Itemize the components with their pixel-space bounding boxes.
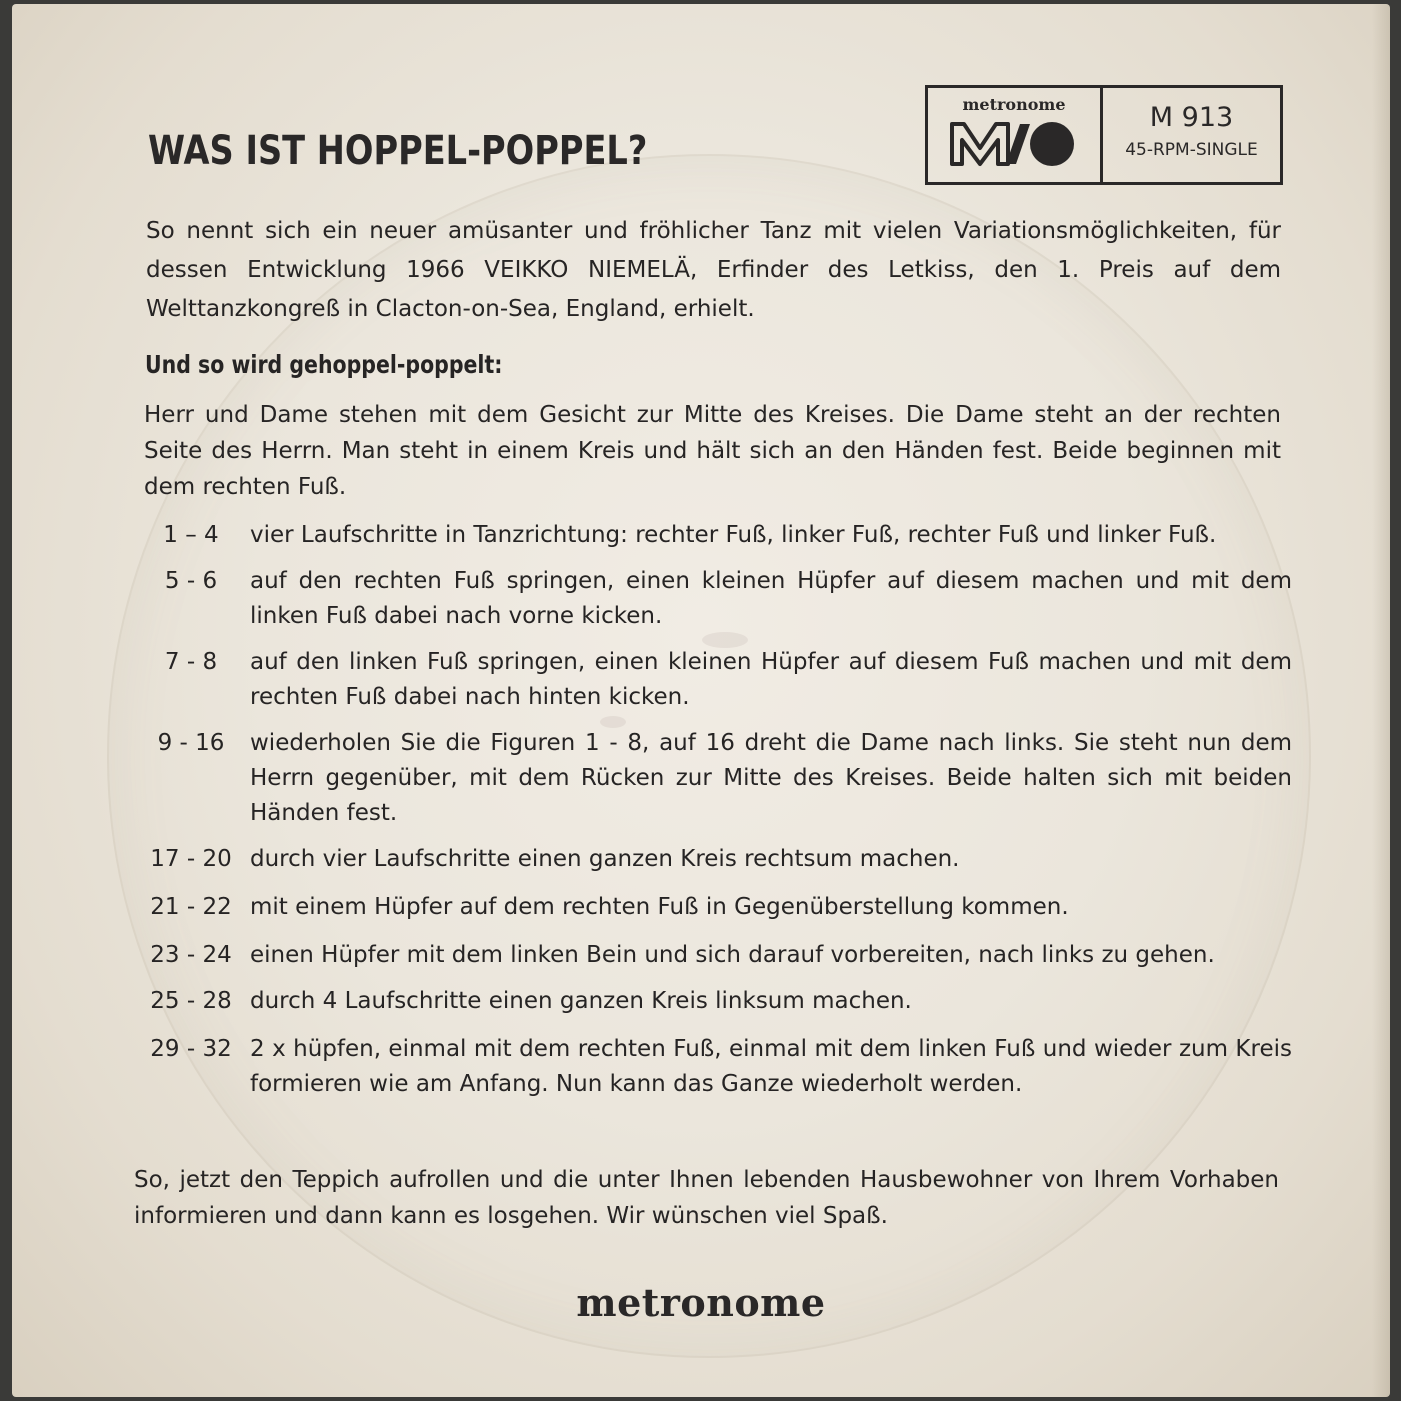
step-row [132,726,1292,831]
step-count: 1 – 4 [163,522,219,548]
logo-panel [928,88,1103,182]
step-row [132,518,1292,553]
step-description: 2 x hüpfen, einmal mit dem rechten Fuß, einmal mit dem linken Fuß und wieder zum Kreis formieren wie am Anfang. Nun kann das Ganze wiederholt werden. [250,1036,1292,1097]
step-row [132,984,1292,1019]
step-count: 29 - 32 [150,1036,232,1062]
step-count: 17 - 20 [150,846,232,872]
step-description: auf den rechten Fuß springen, einen kleinen Hüpfer auf diesem machen und mit dem linken Fuß dabei nach vorne kicken. [250,568,1292,629]
step-count: 9 - 16 [157,730,225,756]
setup-paragraph: Herr und Dame stehen mit dem Gesicht zur Mitte des Kreises. Die Dame steht an der rechten Seite des Herrn. Man steht in einem Kreis und hält sich an den Händen fest. Beide beginnen mit dem rechten Fuß. [144,402,1281,500]
intro-paragraph: So nennt sich ein neuer amüsanter und fröhlicher Tanz mit vielen Variationsmöglichkeiten, für dessen Entwicklung 1966 VEIKKO NIEMELÄ, Erfinder des Letkiss, den 1. Preis auf dem Welttanzkongreß in Clacton-on-Sea, England, erhielt. [146,218,1281,322]
catalog-number: M 913 [1149,102,1234,133]
step-description: wiederholen Sie die Figuren 1 - 8, auf 16 dreht die Dame nach links. Sie steht nun dem Herrn gegenüber, mit dem Rücken zur Mitte des Kreises. Beide halten sich mit beiden Händen fest. [250,730,1292,826]
step-description: durch vier Laufschritte einen ganzen Kreis rechtsum machen. [250,846,960,872]
step-row [132,645,1292,715]
step-count: 25 - 28 [150,988,232,1014]
dance-steps-list [132,518,1292,1102]
step-count: 21 - 22 [150,894,232,920]
page-title: WAS IST HOPPEL-POPPEL? [148,128,648,174]
paper-stain [600,716,626,728]
step-count: 7 - 8 [164,649,218,675]
catalog-panel [1103,88,1280,182]
brand-wordmark: metronome [576,1280,826,1325]
step-count: 23 - 24 [150,942,232,968]
step-description: durch 4 Laufschritte einen ganzen Kreis linksum machen. [250,988,912,1014]
step-row [132,1032,1292,1102]
step-row [132,890,1292,925]
step-description: auf den linken Fuß springen, einen kleinen Hüpfer auf diesem Fuß machen und mit dem rechten Fuß dabei nach hinten kicken. [250,649,1292,710]
step-row [132,938,1292,973]
record-sleeve-back [12,4,1390,1397]
step-description: vier Laufschritte in Tanzrichtung: rechter Fuß, linker Fuß, rechter Fuß und linker Fuß. [250,522,1217,548]
step-row [132,842,1292,877]
record-format: 45-RPM-SINGLE [1125,140,1258,160]
step-row [132,564,1292,634]
step-count: 5 - 6 [164,568,218,594]
instructions-subheading: Und so wird gehoppel-poppelt: [145,350,503,379]
paper-stain [702,632,748,648]
logo-wordmark: metronome [962,95,1066,114]
step-description: einen Hüpfer mit dem linken Bein und sich darauf vorbereiten, nach links zu gehen. [250,942,1215,968]
label-logo-box [925,85,1283,185]
closing-paragraph: So, jetzt den Teppich aufrollen und die unter Ihnen lebenden Hausbewohner von Ihrem Vorhaben informieren und dann kann es losgehen. Wir wünschen viel Spaß. [134,1167,1279,1229]
step-description: mit einem Hüpfer auf dem rechten Fuß in Gegenüberstellung kommen. [250,894,1069,920]
metronome-logo-icon [950,118,1078,168]
